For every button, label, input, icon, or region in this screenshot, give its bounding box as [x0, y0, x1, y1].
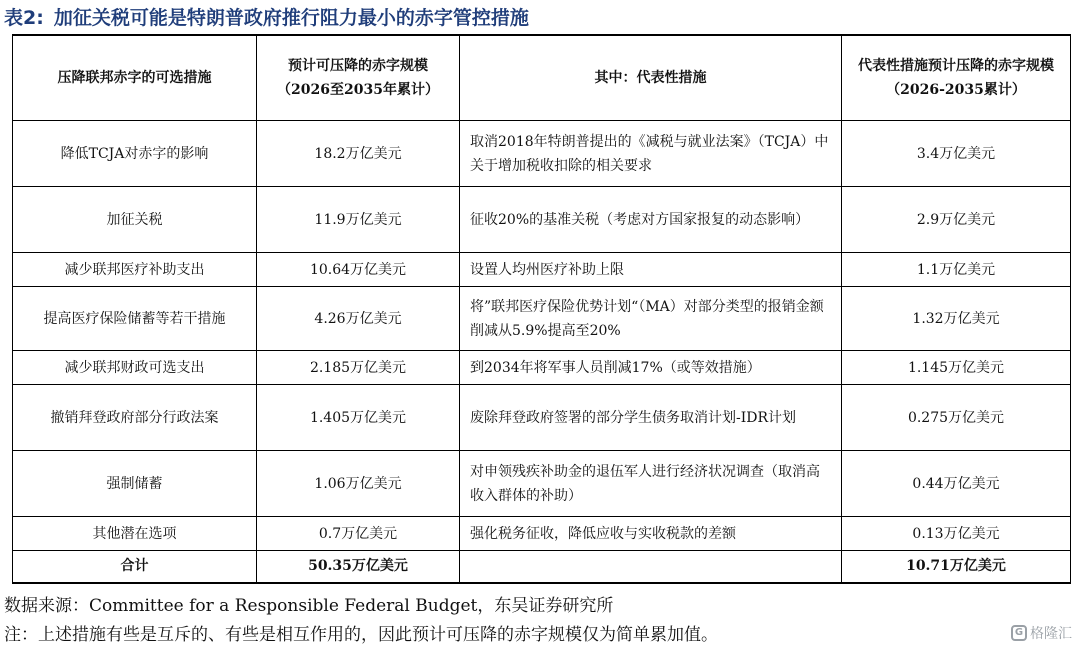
- table-row: [13, 351, 1071, 385]
- total-representative-measure: [460, 551, 842, 583]
- table-title-text: 加征关税可能是特朗普政府推行阻力最小的赤字管控措施: [53, 7, 529, 29]
- cell-representative-measure: 废除拜登政府签署的部分学生债务取消计划-IDR计划: [460, 385, 842, 451]
- cell-estimated-reduction: 2.185万亿美元: [257, 351, 460, 385]
- cell-estimated-reduction: 1.06万亿美元: [257, 451, 460, 517]
- cell-representative-reduction: 0.275万亿美元: [842, 385, 1071, 451]
- cell-measure: 降低TCJA对赤字的影响: [13, 121, 257, 187]
- cell-representative-reduction: 1.32万亿美元: [842, 287, 1071, 351]
- cell-measure: 加征关税: [13, 187, 257, 253]
- cell-measure: 撤销拜登政府部分行政法案: [13, 385, 257, 451]
- total-representative-reduction: 10.71万亿美元: [842, 551, 1071, 583]
- cell-measure: 提高医疗保险储蓄等若干措施: [13, 287, 257, 351]
- table-row: [13, 517, 1071, 551]
- cell-representative-measure: 将”联邦医疗保险优势计划“（MA）对部分类型的报销金额削减从5.9%提高至20%: [460, 287, 842, 351]
- cell-representative-measure: 到2034年将军事人员削减17%（或等效措施）: [460, 351, 842, 385]
- header-measure: 压降联邦赤字的可选措施: [13, 35, 257, 121]
- total-label: 合计: [13, 551, 257, 583]
- table-row: [13, 385, 1071, 451]
- table-title-label: 表2:: [4, 7, 44, 29]
- cell-representative-reduction: 1.1万亿美元: [842, 253, 1071, 287]
- header-representative-measure: 其中：代表性措施: [460, 35, 842, 121]
- cell-representative-reduction: 0.44万亿美元: [842, 451, 1071, 517]
- cell-representative-reduction: 3.4万亿美元: [842, 121, 1071, 187]
- footnote: 注：上述措施有些是互斥的、有些是相互作用的，因此预计可压降的赤字规模仅为简单累加值。: [4, 625, 718, 645]
- cell-representative-reduction: 1.145万亿美元: [842, 351, 1071, 385]
- cell-measure: 其他潜在选项: [13, 517, 257, 551]
- cell-estimated-reduction: 18.2万亿美元: [257, 121, 460, 187]
- cell-estimated-reduction: 0.7万亿美元: [257, 517, 460, 551]
- table-title: [4, 4, 529, 32]
- table-total-row: [13, 551, 1071, 583]
- table-row: [13, 253, 1071, 287]
- header-representative-reduction: 代表性措施预计压降的赤字规模（2026-2035累计）: [842, 35, 1071, 121]
- cell-measure: 减少联邦财政可选支出: [13, 351, 257, 385]
- deficit-measures-table: [12, 34, 1071, 584]
- cell-representative-measure: 设置人均州医疗补助上限: [460, 253, 842, 287]
- table-row: [13, 121, 1071, 187]
- cell-measure: 减少联邦医疗补助支出: [13, 253, 257, 287]
- cell-representative-reduction: 0.13万亿美元: [842, 517, 1071, 551]
- cell-representative-measure: 对申领残疾补助金的退伍军人进行经济状况调查（取消高收入群体的补助）: [460, 451, 842, 517]
- cell-estimated-reduction: 4.26万亿美元: [257, 287, 460, 351]
- total-estimated-reduction: 50.35万亿美元: [257, 551, 460, 583]
- source-note: 数据来源：Committee for a Responsible Federal Budget，东吴证券研究所: [4, 596, 614, 616]
- watermark: [1011, 623, 1072, 643]
- cell-representative-measure: 取消2018年特朗普提出的《减税与就业法案》（TCJA）中关于增加税收扣除的相关要求: [460, 121, 842, 187]
- table-row: [13, 187, 1071, 253]
- watermark-text: 格隆汇: [1030, 626, 1072, 642]
- cell-representative-measure: 征收20%的基准关税（考虑对方国家报复的动态影响）: [460, 187, 842, 253]
- cell-measure: 强制储蓄: [13, 451, 257, 517]
- cell-representative-measure: 强化税务征收，降低应收与实收税款的差额: [460, 517, 842, 551]
- table-row: [13, 287, 1071, 351]
- cell-estimated-reduction: 11.9万亿美元: [257, 187, 460, 253]
- cell-representative-reduction: 2.9万亿美元: [842, 187, 1071, 253]
- table-header-row: [13, 35, 1071, 121]
- header-estimated-reduction: 预计可压降的赤字规模（2026至2035年累计）: [257, 35, 460, 121]
- watermark-logo-icon: G: [1011, 625, 1027, 641]
- table-row: [13, 451, 1071, 517]
- cell-estimated-reduction: 10.64万亿美元: [257, 253, 460, 287]
- cell-estimated-reduction: 1.405万亿美元: [257, 385, 460, 451]
